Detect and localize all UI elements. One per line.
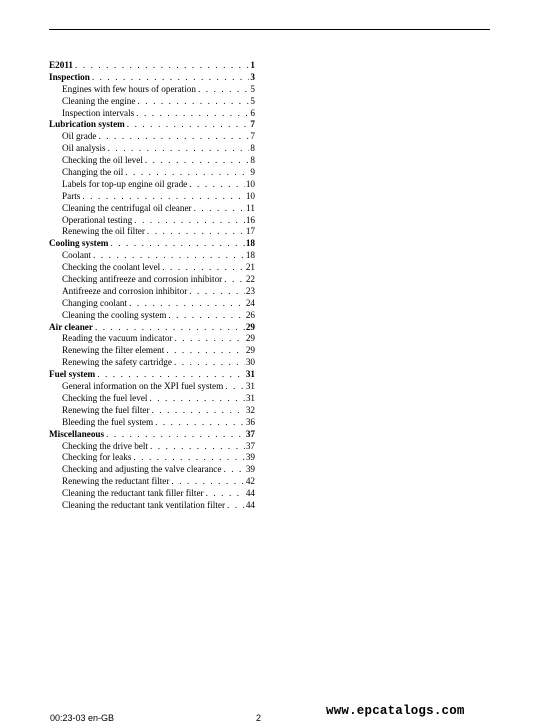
- toc-dot-leader: [125, 167, 249, 179]
- toc-entry-title: E2011: [49, 60, 73, 70]
- toc-entry-page: 29: [245, 345, 255, 356]
- toc-entry[interactable]: [49, 476, 255, 488]
- toc-dot-leader: [147, 226, 245, 238]
- toc-dot-leader: [189, 286, 245, 298]
- toc-dot-leader: [189, 179, 245, 191]
- toc-dot-leader: [95, 322, 245, 334]
- toc-section-entry[interactable]: [49, 322, 255, 334]
- toc-section-entry[interactable]: [49, 60, 255, 72]
- toc-dot-leader: [166, 345, 245, 357]
- toc-entry-title: Cleaning the cooling system: [62, 309, 167, 320]
- toc-entry[interactable]: [49, 464, 255, 476]
- toc-entry-page: 30: [245, 357, 255, 368]
- toc-dot-leader: [82, 191, 244, 203]
- toc-dot-leader: [136, 108, 249, 120]
- toc-entry-page: 18: [245, 250, 255, 261]
- toc-entry-page: 37: [245, 428, 255, 439]
- toc-entry-page: 37: [245, 440, 255, 451]
- toc-entry[interactable]: [49, 250, 255, 262]
- toc-entry[interactable]: [49, 262, 255, 274]
- toc-dot-leader: [106, 429, 245, 441]
- toc-dot-leader: [206, 488, 245, 500]
- toc-dot-leader: [98, 131, 249, 143]
- toc-dot-leader: [129, 298, 245, 310]
- toc-entry-title: Inspection intervals: [62, 107, 135, 118]
- toc-entry-title: Antifreeze and corrosion inhibitor: [62, 285, 188, 296]
- toc-section-entry[interactable]: [49, 429, 255, 441]
- toc-entry-title: Checking the oil level: [62, 155, 143, 166]
- toc-entry-page: 17: [245, 226, 255, 237]
- toc-dot-leader: [155, 417, 245, 429]
- toc-entry-title: Checking the coolant level: [62, 262, 161, 273]
- toc-entry-page: 39: [245, 464, 255, 475]
- toc-dot-leader: [225, 381, 245, 393]
- toc-dot-leader: [127, 119, 250, 131]
- toc-entry-title: Checking the drive belt: [62, 440, 148, 451]
- toc-entry[interactable]: [49, 310, 255, 322]
- toc-entry[interactable]: [49, 286, 255, 298]
- toc-entry-title: Cleaning the centrifugal oil cleaner: [62, 202, 192, 213]
- toc-entry-title: Renewing the safety cartridge: [62, 357, 172, 368]
- toc-entry-title: Bleeding the fuel system: [62, 416, 154, 427]
- toc-entry[interactable]: [49, 167, 255, 179]
- toc-entry-page: 23: [245, 285, 255, 296]
- toc-entry-page: 24: [245, 297, 255, 308]
- toc-entry-page: 7: [250, 131, 255, 142]
- toc-entry-page: 10: [245, 178, 255, 189]
- toc-entry[interactable]: [49, 96, 255, 108]
- toc-dot-leader: [168, 310, 244, 322]
- toc-entry-page: 31: [245, 392, 255, 403]
- toc-entry-page: 16: [245, 214, 255, 225]
- toc-dot-leader: [97, 369, 245, 381]
- toc-entry-page: 36: [245, 416, 255, 427]
- page-number: 2: [256, 713, 262, 723]
- toc-dot-leader: [145, 155, 250, 167]
- toc-entry[interactable]: [49, 108, 255, 120]
- toc-dot-leader: [108, 143, 250, 155]
- toc-entry-title: Renewing the reductant filter: [62, 476, 170, 487]
- toc-entry-page: 18: [245, 238, 255, 249]
- toc-entry-title: Coolant: [62, 250, 92, 261]
- toc-entry-page: 31: [245, 369, 255, 380]
- toc-entry-page: 9: [250, 167, 255, 178]
- toc-entry-title: Renewing the filter element: [62, 345, 165, 356]
- toc-dot-leader: [137, 96, 249, 108]
- toc-entry-page: 1: [250, 60, 255, 70]
- toc-entry-page: 22: [245, 274, 255, 285]
- header-rule: [49, 29, 490, 30]
- toc-entry[interactable]: [49, 405, 255, 417]
- toc-entry[interactable]: [49, 226, 255, 238]
- toc-dot-leader: [149, 393, 244, 405]
- toc-section-entry[interactable]: [49, 238, 255, 250]
- toc-entry[interactable]: [49, 333, 255, 345]
- toc-entry-title: Checking for leaks: [62, 452, 132, 463]
- toc-entry[interactable]: [49, 393, 255, 405]
- toc-entry-title: Fuel system: [49, 369, 96, 380]
- toc-dot-leader: [171, 476, 244, 488]
- toc-dot-leader: [152, 405, 245, 417]
- toc-dot-leader: [194, 203, 246, 215]
- toc-entry-page: 5: [250, 95, 255, 106]
- toc-entry[interactable]: [49, 298, 255, 310]
- toc-dot-leader: [93, 250, 245, 262]
- toc-entry-title: Changing coolant: [62, 297, 128, 308]
- toc-entry-title: Renewing the oil filter: [62, 226, 145, 237]
- toc-entry[interactable]: [49, 381, 255, 393]
- toc-entry-title: Operational testing: [62, 214, 133, 225]
- toc-entry[interactable]: [49, 345, 255, 357]
- toc-dot-leader: [92, 72, 250, 84]
- toc-entry-page: 39: [245, 452, 255, 463]
- toc-entry-page: 5: [250, 83, 255, 94]
- toc-entry-title: Cleaning the reductant tank ventilation filter: [62, 499, 226, 510]
- toc-entry-page: 8: [250, 155, 255, 166]
- toc-dot-leader: [198, 84, 249, 96]
- toc-entry[interactable]: [49, 191, 255, 203]
- toc-dot-leader: [174, 357, 245, 369]
- toc-entry-title: Cooling system: [49, 238, 109, 249]
- toc-entry-page: 26: [245, 309, 255, 320]
- toc-entry[interactable]: [49, 488, 255, 500]
- toc-entry-title: Lubrication system: [49, 119, 125, 130]
- toc-entry[interactable]: [49, 215, 255, 227]
- toc-entry-title: Air cleaner: [49, 321, 93, 332]
- toc-entry-title: Changing the oil: [62, 167, 124, 178]
- toc-dot-leader: [162, 262, 245, 274]
- toc-entry-title: Checking antifreeze and corrosion inhibitor: [62, 274, 223, 285]
- toc-dot-leader: [174, 333, 244, 345]
- toc-entry-page: 44: [245, 488, 255, 499]
- toc-entry-page: 32: [245, 404, 255, 415]
- toc-entry-page: 31: [245, 381, 255, 392]
- toc-entry-page: 21: [245, 262, 255, 273]
- toc-entry-title: Engines with few hours of operation: [62, 83, 196, 94]
- toc-section-entry[interactable]: [49, 119, 255, 131]
- toc-entry-title: General information on the XPI fuel system: [62, 381, 224, 392]
- toc-entry[interactable]: [49, 417, 255, 429]
- toc-entry[interactable]: [49, 155, 255, 167]
- toc-entry-page: 6: [250, 107, 255, 118]
- toc-entry-page: 29: [245, 333, 255, 344]
- toc-entry[interactable]: [49, 452, 255, 464]
- toc-entry-title: Inspection: [49, 71, 90, 82]
- toc-section-entry[interactable]: [49, 72, 255, 84]
- table-of-contents: [49, 60, 255, 512]
- toc-entry-title: Parts: [62, 190, 81, 201]
- toc-entry[interactable]: [49, 84, 255, 96]
- toc-entry[interactable]: [49, 143, 255, 155]
- toc-dot-leader: [150, 441, 245, 453]
- toc-entry-title: Renewing the fuel filter: [62, 404, 150, 415]
- toc-entry-title: Labels for top-up engine oil grade: [62, 178, 188, 189]
- toc-entry-page: 8: [250, 143, 255, 154]
- toc-entry-title: Cleaning the engine: [62, 95, 136, 106]
- toc-dot-leader: [224, 274, 245, 286]
- toc-entry-title: Cleaning the reductant tank filler filter: [62, 488, 204, 499]
- toc-entry[interactable]: [49, 131, 255, 143]
- toc-entry[interactable]: [49, 274, 255, 286]
- toc-dot-leader: [223, 464, 244, 476]
- toc-entry[interactable]: [49, 203, 255, 215]
- toc-section-entry[interactable]: [49, 369, 255, 381]
- toc-entry[interactable]: [49, 500, 255, 512]
- toc-entry[interactable]: [49, 179, 255, 191]
- toc-dot-leader: [133, 452, 244, 464]
- toc-dot-leader: [110, 238, 244, 250]
- toc-entry-page: 42: [245, 476, 255, 487]
- toc-entry-page: 7: [250, 119, 255, 130]
- toc-dot-leader: [75, 60, 249, 72]
- toc-dot-leader: [227, 500, 245, 512]
- toc-entry-title: Checking the fuel level: [62, 392, 148, 403]
- toc-dot-leader: [134, 215, 245, 227]
- toc-entry[interactable]: [49, 357, 255, 369]
- toc-entry-page: 10: [245, 190, 255, 201]
- document-code: 00:23-03 en-GB: [50, 713, 115, 723]
- toc-entry-title: Oil grade: [62, 131, 97, 142]
- toc-entry-title: Miscellaneous: [49, 428, 105, 439]
- toc-entry[interactable]: [49, 441, 255, 453]
- watermark-url: www.epcatalogs.com: [326, 704, 465, 718]
- toc-entry-page: 3: [250, 71, 255, 82]
- toc-entry-title: Oil analysis: [62, 143, 106, 154]
- toc-entry-title: Checking and adjusting the valve clearance: [62, 464, 222, 475]
- toc-entry-page: 44: [245, 499, 255, 510]
- toc-entry-page: 11: [246, 202, 255, 213]
- toc-entry-title: Reading the vacuum indicator: [62, 333, 173, 344]
- toc-entry-page: 29: [245, 321, 255, 332]
